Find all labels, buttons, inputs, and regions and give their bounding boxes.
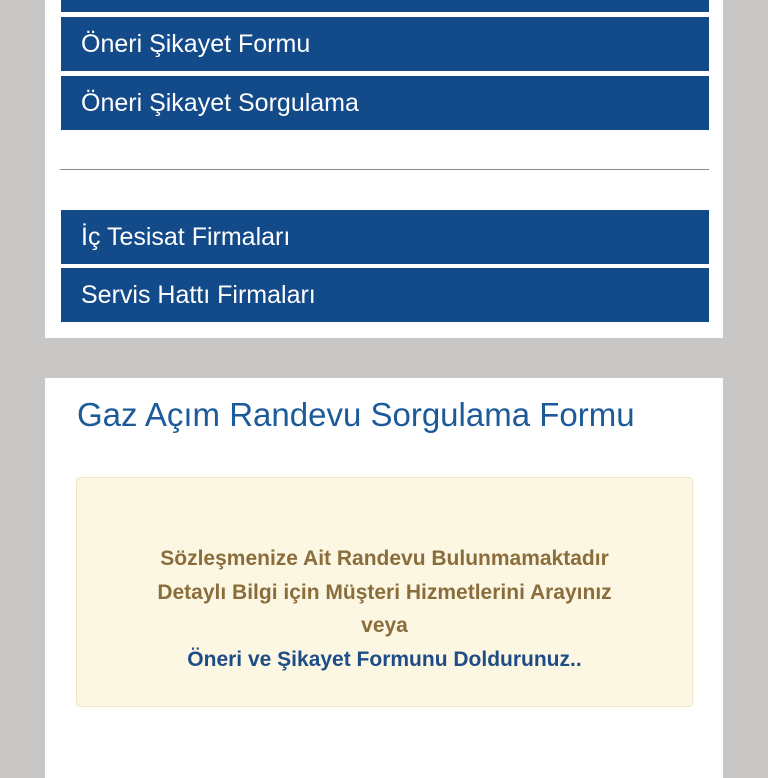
menu-item-label: Öneri Şikayet Formu <box>81 30 311 58</box>
form-title: Gaz Açım Randevu Sorgulama Formu <box>77 396 635 433</box>
menu-item-ic-tesisat-firmalari[interactable] <box>61 210 709 264</box>
menu-item-servis-hatti-firmalari[interactable] <box>61 268 709 322</box>
alert-message-line: Detaylı Bilgi için Müşteri Hizmetlerini Arayınız <box>157 581 612 604</box>
menu-item-oneri-sikayet-sorgulama[interactable] <box>61 76 709 130</box>
info-alert <box>76 477 693 707</box>
alert-message-line: Sözleşmenize Ait Randevu Bulunmamaktadır <box>160 547 609 570</box>
menu-item-partial[interactable] <box>61 0 709 12</box>
menu-item-label: Servis Hattı Firmaları <box>81 281 316 309</box>
complaint-form-link[interactable]: Öneri ve Şikayet Formunu Doldurunuz.. <box>187 648 582 671</box>
menu-item-label: Öneri Şikayet Sorgulama <box>81 89 359 117</box>
menu-divider <box>60 169 709 170</box>
menu-card <box>45 0 723 338</box>
alert-message-line: veya <box>361 614 408 637</box>
menu-item-label: İç Tesisat Firmaları <box>81 223 291 251</box>
menu-item-oneri-sikayet-formu[interactable] <box>61 17 709 71</box>
